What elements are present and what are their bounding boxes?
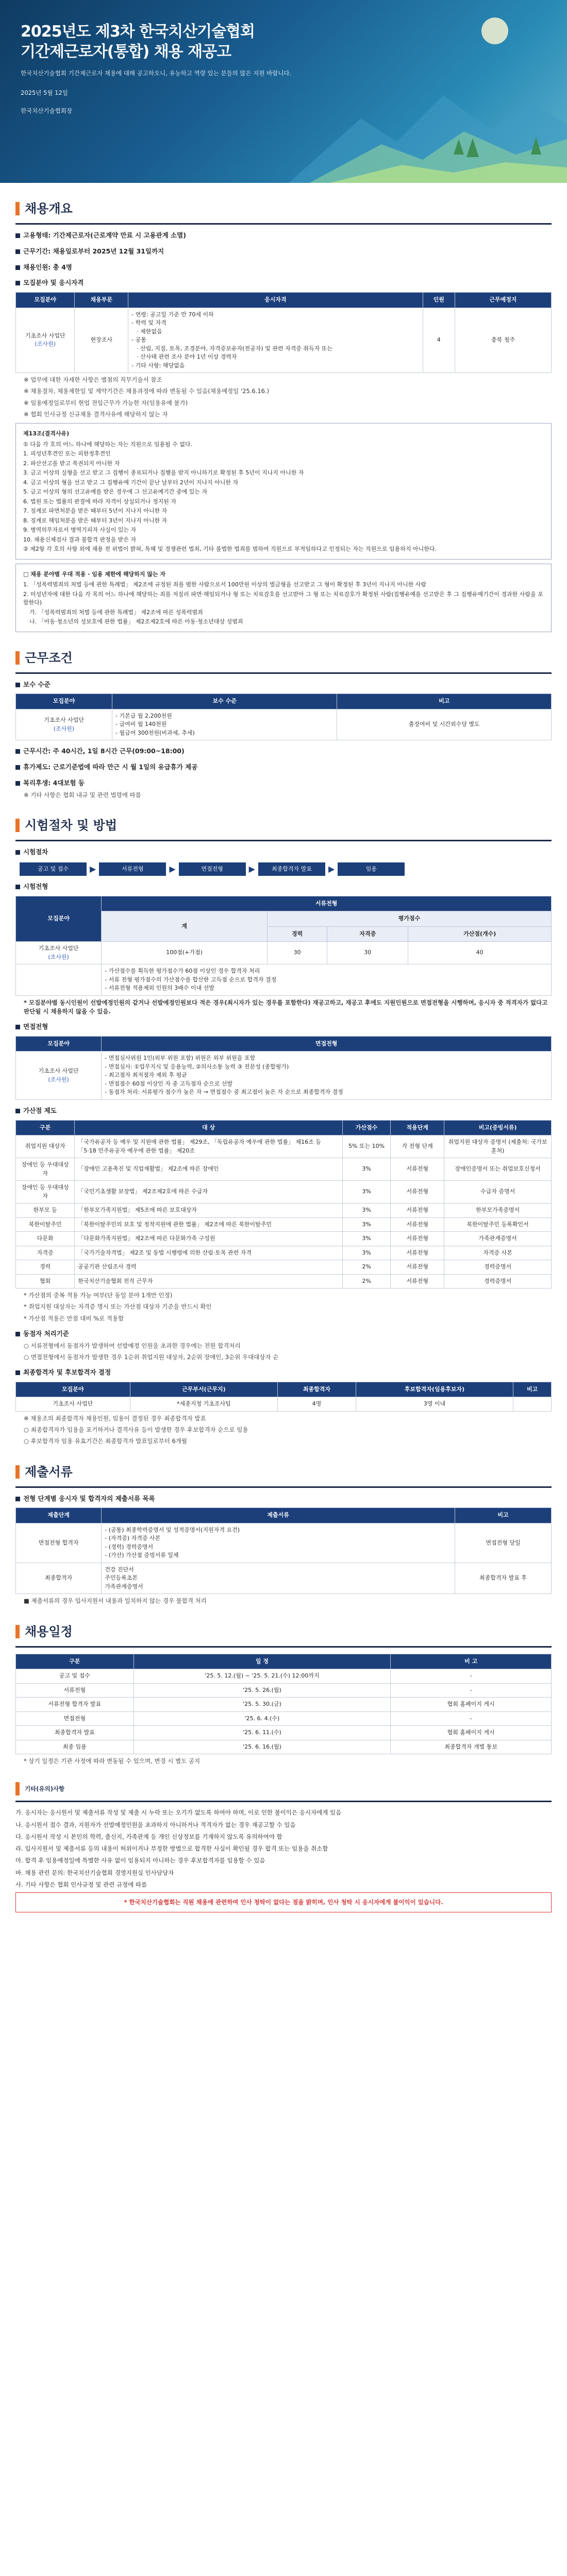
documents-table: 제출단계 제출서류 비고 면접전형 합격자 - (공통) 최종학력증명서 및 성적증명서(지원자격 요건) - (자격증) 자격증 사본 - (경력) 경력증명서 - (가산) 가산점 증빙서류 일체 면접전형 당일 최종합격자 건강 진단서 주민등록초본 가족관계증명서 최종합격자 발표 후 <box>15 1507 552 1594</box>
notice-footer: * 한국치산기술협회는 직원 채용에 관련하여 인사 청탁이 없다는 점을 밝히며, 인사 청탁 시 응시자에게 불이익이 있습니다. <box>15 1892 552 1912</box>
table-row: 자격증 「국가기술자격법」 제2조 및 동법 시행령에 의한 산림·토목 관련 자격 3% 서류전형 자격증 사본 <box>16 1246 552 1260</box>
section-conditions: 근무조건 보수 수준 모집분야 보수 수준 비고 기초조사 사업단 (조사원) - 기본급 월 2,200천원 - 급여비 월 140천원 - 월급여 300천원(비과세, 추세) 출장여비 및 시간외수당 별도 근무시간: 주 40시간, 1일 8시간 근무(09:00~18:00) 휴가제도: 근로기준법에 따라 만근 시 월 1일의 유급휴가 제공 복리후생: 4대보험 등 ※ 기타 사항은 협회 내규 및 관련 법령에 따름 <box>15 649 552 800</box>
table-row: 장애인 등 우대대상자 「국민기초생활 보장법」 제2조제2호에 따른 수급자 3% 서류전형 수급자 증명서 <box>16 1181 552 1204</box>
schedule-table: 구분 일 정 비 고 공고 및 접수 '25. 5. 12.(월) ~ '25. 5. 21.(수) 12:00까지 - 서류전형 '25. 5. 26.(월) - 서류전형 합격자 발표 '25. 5. 30.(금) 협회 홈페이지 게시 면접전형 '25. 6. 4.(수) - 최종합격자 발표 '25. 6. 11.(수) 협회 홈페이지 게시 최종 임용 '25. 6. 16.(월) 최종합격자 개별 통보 <box>15 1654 552 1755</box>
table-row: 장애인 등 우대대상자 「장애인 고용촉진 및 직업재활법」 제2조에 따른 장애인 3% 서류전형 장애인증명서 또는 취업보호신청서 <box>16 1158 552 1181</box>
table-row: 북한이탈주민 「북한이탈주민의 보호 및 정착지원에 관한 법률」 제2조에 따른 북한이탈주민 3% 서류전형 북한이탈주민 등록확인서 <box>16 1217 552 1232</box>
document-screening-table: 모집분야 서류전형 계 평가점수 경력 자격증 가산점(개수) 기초조사 사업단 (조사원) 100점(+가점) 30 30 40 - 가산점수를 획득한 평가점수가 60점 이상인 경우 합격자 처리 - 서류 전형 평가점수의 가산점수를 합산한 고득점 순으로 합격자 결정 - 서류전형 적용제외 인원의 3배수 이내 선발 <box>15 896 552 996</box>
restriction-box: □ 채용 분야별 우대 적용 · 임용 제한에 해당하지 않는 자 1. 「성폭력범죄의 처벌 등에 관한 특례법」 제2조에 규정된 죄를 범한 사람으로서 100만원 이상의 벌금형을 선고받고 그 형이 확정된 후 3년이 지나지 아니한 사람 2. 미성년자에 대한 다음 각 목의 어느 하나에 해당하는 죄를 저질러 파면·해임되거나 형 또는 치료감호를 선고받아 그 형 또는 치료감호가 확정된 사람(집행유예를 선고받은 후 그 집행유예기간이 경과한 사람을 포함한다) 가. 「성폭력범죄의 처벌 등에 관한 특례법」 제2조에 따른 성폭력범죄 나. 「아동·청소년의 성보호에 관한 법률」 제2조제2호에 따른 아동·청소년대상 성범죄 <box>15 564 552 632</box>
table-row: 서류전형 '25. 5. 26.(월) - <box>16 1683 552 1698</box>
table-row: 면접전형 합격자 - (공통) 최종학력증명서 및 성적증명서(지원자격 요건) - (자격증) 자격증 사본 - (경력) 경력증명서 - (가산) 가산점 증빙서류 일체 면접전형 당일 <box>16 1523 552 1563</box>
section-documents: 제출서류 전형 단계별 응시자 및 합격자의 제출서류 목록 제출단계 제출서류 비고 면접전형 합격자 - (공통) 최종학력증명서 및 성적증명서(지원자격 요건) - (자격증) 자격증 사본 - (경력) 경력증명서 - (가산) 가산점 증빙서류 일체 면접전형 당일 최종합격자 건강 진단서 주민등록초본 가족관계증명서 최종합격자 발표 후 ■ 제출서류의 경우 입사지원서 내용과 일치하지 않는 경우 불합격 처리 <box>15 1463 552 1606</box>
table-row: 한부모 등 「한부모가족지원법」 제5조에 따른 보호대상자 3% 서류전형 한부모가족증명서 <box>16 1204 552 1218</box>
table-row: 경력 공공기관 산림조사 경력 2% 서류전형 경력증명서 <box>16 1260 552 1275</box>
pay-table: 모집분야 보수 수준 비고 기초조사 사업단 (조사원) - 기본급 월 2,200천원 - 급여비 월 140천원 - 월급여 300천원(비과세, 추세) 출장여비 및 시간외수당 별도 <box>15 693 552 740</box>
table-row: 최종합격자 건강 진단서 주민등록초본 가족관계증명서 최종합격자 발표 후 <box>16 1563 552 1594</box>
disqualification-box: 제13조(결격사유) ① 다음 각 호의 어느 하나에 해당하는 자는 직원으로 임용될 수 없다. 1. 피성년후견인 또는 피한정후견인 2. 파산선고를 받고 복권되지 아니한 자 3. 금고 이상의 실형을 선고 받고 그 집행이 종료되거나 집행을 받지 아니하기로 확정된 후 5년이 지나지 아니한 자 4. 금고 이상의 형을 선고 받고 그 집행유예 기간이 끝난 날부터 2년이 지나지 아니한 자 5. 금고 이상의 형의 선고유예를 받은 경우에 그 선고유예기간 중에 있는 자 6. 법원 또는 법률의 판결에 따라 자격이 상실되거나 정지된 자 7. 징계로 파면처분을 받은 때부터 5년이 지나지 아니한 자 8. 징계로 해임처분을 받은 때부터 3년이 지나지 아니한 자 9. 병역의무자로서 병역기피자 사실이 있는 자 10. 채용신체검사 결과 불합격 판정을 받은 자 ② 제2항 각 호의 사항 외에 채용 전 위법이 밝혀, 특혜 및 경쟁관련 법죄, 기타 불법한 법죄를 범하여 직원으로 부적임하다고 인정되는 자는 직원으로 임용하지 아니한다. <box>15 423 552 560</box>
interview-table: 모집분야 면접전형 기초조사 사업단 (조사원) - 면접심사위원 1인(외부 위원 포함) 위원은 외부 위원을 포함 - 면접심사: ①업무지식 및 응용능력, ②의사소통 능력 ③ 전문성 (종합평가) - 최고점자 최저점자 제외 후 평균 - 면접점수 60점 이상인 자 중 고득점자 순으로 선발 - 동점자 처리: 서류평가 점수가 높은 자 → 면접점수 중 최고점이 높은 자 순으로 최종합격자 결정 <box>15 1036 552 1100</box>
table-row: 최종 임용 '25. 6. 16.(월) 최종합격자 개별 통보 <box>16 1740 552 1754</box>
table-row: 서류전형 합격자 발표 '25. 5. 30.(금) 협회 홈페이지 게시 <box>16 1698 552 1712</box>
hero-banner <box>0 0 567 183</box>
process-flow: 공고 및 접수 ▶ 서류전형 ▶ 면접전형 ▶ 최종합격자 발표 ▶ 임용 <box>15 862 552 876</box>
table-row: 공고 및 접수 '25. 5. 12.(월) ~ '25. 5. 21.(수) 12:00까지 - <box>16 1669 552 1684</box>
page-title: 2025년도 제3차 한국치산기술협회 기간제근로자(통합) 채용 재공고 <box>21 23 255 61</box>
section-overview: 채용개요 고용형태: 기간제근로자(근로계약 만료 시 고용관계 소멸) 근무기간: 채용일로부터 2025년 12월 31일까지 채용인원: 총 4명 모집분야 및 응시자격 모집분야 채용부문 응시자격 인원 근무예정지 기초조사 사업단 (조사원) 현장조사 - 연령: 공고일 기준 만 70세 이하 - 학력 및 자격 · 제한없음 - 공통 · 산림, 지질, 토목, 조경분야, 자격증보유자(전공자) 및 관련 자격증 취득자 또는 · 산사태 관련 조사 분야 1년 이상 경력자 - 기타 사항: 해당없음 4 충북 청주 ※ 업무에 대한 자세한 사항은 별첨의 직무기술서 참조 ※ 채용절차, 채용제한일 및 계약기간은 채용과정에 따라 변동될 수 있음(채용예정일 '25.6.16.) ※ 임용예정일로부터 현업 전입근무가 가능한 자(임용유예 불가) ※ 협회 인사규정 신규채용 결격사유에 해당하지 않는 자 제13조(결격사유) ① 다음 각 호의 어느 하나에 해당하는 자는 직원으로 임용될 수 없다. 1. 피성년후견인 또는 피한정후견인 2. 파산선고를 받고 복권되지 아니한 자 3. 금고 이상의 실형을 선고 받고 그 집행이 종료되거나 집행을 받지 아니하기로 확정된 후 5년이 지나지 아니한 자 4. 금고 이상의 형을 선고 받고 그 집행유예 기간이 끝난 날부터 2년이 지나지 아니한 자 5. 금고 이상의 형의 선고유예를 받은 경우에 그 선고유예기간 중에 있는 자 6. 법원 또는 법률의 판결에 따라 자격이 상실되거나 정지된 자 7. 징계로 파면처분을 받은 때부터 5년이 지나지 아니한 자 8. 징계로 해임처분을 받은 때부터 3년이 지나지 아니한 자 9. 병역의무자로서 병역기피자 사실이 있는 자 10. 채용신체검사 결과 불합격 판정을 받은 자 ② 제2항 각 호의 사항 외에 채용 전 위법이 밝혀, 특혜 및 경쟁관련 법죄, 기타 불법한 법죄를 범하여 직원으로 부적임하다고 인정되는 자는 직원으로 임용하지 아니한다. □ 채용 분야별 우대 적용 · 임용 제한에 해당하지 않는 자 1. 「성폭력범죄의 처벌 등에 관한 특례법」 제2조에 규정된 죄를 범한 사람으로서 100만원 이상의 벌금형을 선고받고 그 형이 확정된 후 3년이 지나지 아니한 사람 2. 미성년자에 대한 다음 각 목의 어느 하나에 해당하는 죄를 저질러 파면·해임되거나 형 또는 치료감호를 선고받아 그 형 또는 치료감호가 확정된 사람(집행유예를 선고받은 후 그 집행유예기간이 경과한 사람을 포함한다) 가. 「성폭력범죄의 처벌 등에 관한 특례법」 제2조에 따른 성폭력범죄 나. 「아동·청소년의 성보호에 관한 법률」 제2조제2호에 따른 아동·청소년대상 성범죄 <box>15 199 552 632</box>
section-notes: 기타(유의)사항 가. 응시자는 응시원서 및 제출서류 작성 및 제출 시 누락 또는 오기가 없도록 하여야 하며, 이로 인한 불이익은 응시자에게 있음 나. 응시원서 접수 결과, 지원자가 선발예정인원을 초과하지 아니하거나 적격자가 없는 경우 재공고할 수 있음 다. 응시원서 작성 시 본인의 학력, 출신지, 가족관계 등 개인 신상정보를 기재하지 않도록 유의하여야 함 라. 입사지원서 및 제출서류 등의 내용이 허위이거나 부정한 방법으로 합격한 사실이 확인될 경우 합격 또는 임용을 취소함 마. 합격 후 임용예정일에 특별한 사유 없이 임용되지 아니하는 경우 후보합격자를 임용할 수 있음 바. 채용 관련 문의: 한국치산기술협회 경영지원실 인사담당자 사. 기타 사항은 협회 인사규정 및 관련 규정에 따름 * 한국치산기술협회는 직원 채용에 관련하여 인사 청탁이 없다는 점을 밝히며, 인사 청탁 시 응시자에게 불이익이 있습니다. <box>15 1782 552 1912</box>
hero-date: 2025년 5월 12일 <box>21 89 68 96</box>
table-row: 면접전형 '25. 6. 4.(수) - <box>16 1711 552 1726</box>
table-row: 취업지원 대상자 「국가유공자 등 예우 및 지원에 관한 법률」 제29조, 「독립유공자 예우에 관한 법률」 제16조 등 「5·18 민주유공자 예우에 관한 법률」 제20조 5% 또는 10% 각 전형 단계 취업지원 대상자 증명서 (제출처: 국가보훈처) <box>16 1136 552 1158</box>
table-row: 최종합격자 발표 '25. 6. 11.(수) 협회 홈페이지 게시 <box>16 1726 552 1740</box>
final-table: 모집분야 근무부서(근무지) 최종합격자 후보합격자(임용후보자) 비고 기초조사 사업단 *세종지청 기초조사팀 4명 3명 이내 <box>15 1382 552 1412</box>
hero-org: 한국치산기술협회장 <box>21 107 72 115</box>
table-row: 다문화 「다문화가족지원법」 제2조에 따른 다문화가족 구성원 3% 서류전형 가족관계증명서 <box>16 1232 552 1246</box>
recruit-table: 모집분야 채용부문 응시자격 인원 근무예정지 기초조사 사업단 (조사원) 현장조사 - 연령: 공고일 기준 만 70세 이하 - 학력 및 자격 · 제한없음 - 공통 · 산림, 지질, 토목, 조경분야, 자격증보유자(전공자) 및 관련 자격증 취득자 또는 · 산사태 관련 조사 분야 1년 이상 경력자 - 기타 사항: 해당없음 4 충북 청주 <box>15 292 552 373</box>
bonus-table: 구분 대 상 가산점수 적용단계 비고(증빙서류) 취업지원 대상자 「국가유공자 등 예우 및 지원에 관한 법률」 제29조, 「독립유공자 예우에 관한 법률」 제16조 등 「5·18 민주유공자 예우에 관한 법률」 제20조 5% 또는 10% 각 전형 단계 취업지원 대상자 증명서 (제출처: 국가보훈처) 장애인 등 우대대상자 「장애인 고용촉진 및 직업재활법」 제2조에 따른 장애인 3% 서류전형 장애인증명서 또는 취업보호신청서 장애인 등 우대대상자 「국민기초생활 보장법」 제2조제2호에 따른 수급자 3% 서류전형 수급자 증명서 한부모 등 「한부모가족지원법」 제5조에 따른 보호대상자 3% 서류전형 한부모가족증명서 북한이탈주민 「북한이탈주민의 보호 및 정착지원에 관한 법률」 제2조에 따른 북한이탈주민 3% 서류전형 북한이탈주민 등록확인서 다문화 「다문화가족지원법」 제2조에 따른 다문화가족 구성원 3% 서류전형 가족관계증명서 자격증 「국가기술자격법」 제2조 및 동법 시행령에 의한 산림·토목 관련 자격 3% 서류전형 자격증 사본 경력 공공기관 산림조사 경력 2% 서류전형 경력증명서 협회 한국치산기술협회 전직 근무자 2% 서류전형 경력증명서 <box>15 1120 552 1289</box>
hero-intro: 한국치산기술협회 기간제근로자 채용에 대해 공고하오니, 유능하고 역량 있는 분들의 많은 지원 바랍니다. <box>21 70 292 77</box>
table-row: 협회 한국치산기술협회 전직 근무자 2% 서류전형 경력증명서 <box>16 1274 552 1289</box>
section-schedule: 채용일정 구분 일 정 비 고 공고 및 접수 '25. 5. 12.(월) ~ '25. 5. 21.(수) 12:00까지 - 서류전형 '25. 5. 26.(월) - 서류전형 합격자 발표 '25. 5. 30.(금) 협회 홈페이지 게시 면접전형 '25. 6. 4.(수) - 최종합격자 발표 '25. 6. 11.(수) 협회 홈페이지 게시 최종 임용 '25. 6. 16.(월) 최종합격자 개별 통보 * 상기 일정은 기관 사정에 따라 변동될 수 있으며, 변경 시 별도 공지 <box>15 1622 552 1766</box>
section-process: 시험절차 및 방법 시험절차 공고 및 접수 ▶ 서류전형 ▶ 면접전형 ▶ 최종합격자 발표 ▶ 임용 시험전형 모집분야 서류전형 계 평가점수 경력 자격증 가산점(개수) 기초조사 사업단 (조사원) 100점(+가점) 30 30 40 - 가산점수를 획득한 평가점수가 60점 이상인 경우 합격자 처리 - 서류 전형 평가점수의 가산점수를 합산한 고득점 순으로 합격자 결정 - 서류전형 적용제외 인원의 3배수 이내 선발 * 모집분야별 동시인원이 선발예정인원의 같거나 선발예정인원보다 적은 경우(최시자가 있는 경우를 포함한다) 재공고하고, 재공고 후에도 지원인원으로 면접전형을 시행하며, 응시자 중 적격자가 없다고 판단될 시 채용하지 않을 수 있음. 면접전형 모집분야 면접전형 기초조사 사업단 (조사원) - 면접심사위원 1인(외부 위원 포함) 위원은 외부 위원을 포함 - 면접심사: ①업무지식 및 응용능력, ②의사소통 능력 ③ 전문성 (종합평가) - 최고점자 최저점자 제외 후 평균 - 면접점수 60점 이상인 자 중 고득점자 순으로 선발 - 동점자 처리: 서류평가 점수가 높은 자 → 면접점수 중 최고점이 높은 자 순으로 최종합격자 결정 가산점 제도 구분 대 상 가산점수 적용단계 비고(증빙서류) 취업지원 대상자 「국가유공자 등 예우 및 지원에 관한 법률」 제29조, 「독립유공자 예우에 관한 법률」 제16조 등 「5·18 민주유공자 예우에 관한 법률」 제20조 5% 또는 10% 각 전형 단계 취업지원 대상자 증명서 (제출처: 국가보훈처) 장애인 등 우대대상자 「장애인 고용촉진 및 직업재활법」 제2조에 따른 장애인 3% 서류전형 장애인증명서 또는 취업보호신청서 장애인 등 우대대상자 「국민기초생활 보장법」 제2조제2호에 따른 수급자 3% 서류전형 수급자 증명서 한부모 등 「한부모가족지원법」 제5조에 따른 보호대상자 3% 서류전형 한부모가족증명서 북한이탈주민 「북한이탈주민의 보호 및 정착지원에 관한 법률」 제2조에 따른 북한이탈주민 3% 서류전형 북한이탈주민 등록확인서 다문화 「다문화가족지원법」 제2조에 따른 다문화가족 구성원 3% 서류전형 가족관계증명서 자격증 「국가기술자격법」 제2조 및 동법 시행령에 의한 산림·토목 관련 자격 3% 서류전형 자격증 사본 경력 공공기관 산림조사 경력 2% 서류전형 경력증명서 협회 한국치산기술협회 전직 근무자 2% 서류전형 경력증명서 * 가산점의 중복 적용 가능 여부(단 동일 분야 1개만 인정) * 취업지원 대상자는 자격증 명시 또는 가산점 대상자 기준을 반드시 확인 * 가산점 적용은 만점 대비 %로 적용함 동점자 처리기준 ○ 서류전형에서 동점자가 발생하여 선발예정 인원을 초과한 경우에는 전원 합격처리 ○ 면접전형에서 동점자가 발생한 경우 1순위 취업지원 대상자, 2순위 장애인, 3순위 우대대상자 순 최종합격자 및 후보합격자 결정 모집분야 근무부서(근무지) 최종합격자 후보합격자(임용후보자) 비고 기초조사 사업단 *세종지청 기초조사팀 4명 3명 이내 ※ 채용조의 최종합격자 채용인원, 임용이 결정된 경우 최종합격자 발표 ○ 최종합격자가 임용을 포기하거나 결격사유 등이 발생한 경우 후보합격자 순으로 임용 ○ 후보합격자 임용 유효기간은 최종합격자 발표일로부터 6개월 <box>15 816 552 1446</box>
